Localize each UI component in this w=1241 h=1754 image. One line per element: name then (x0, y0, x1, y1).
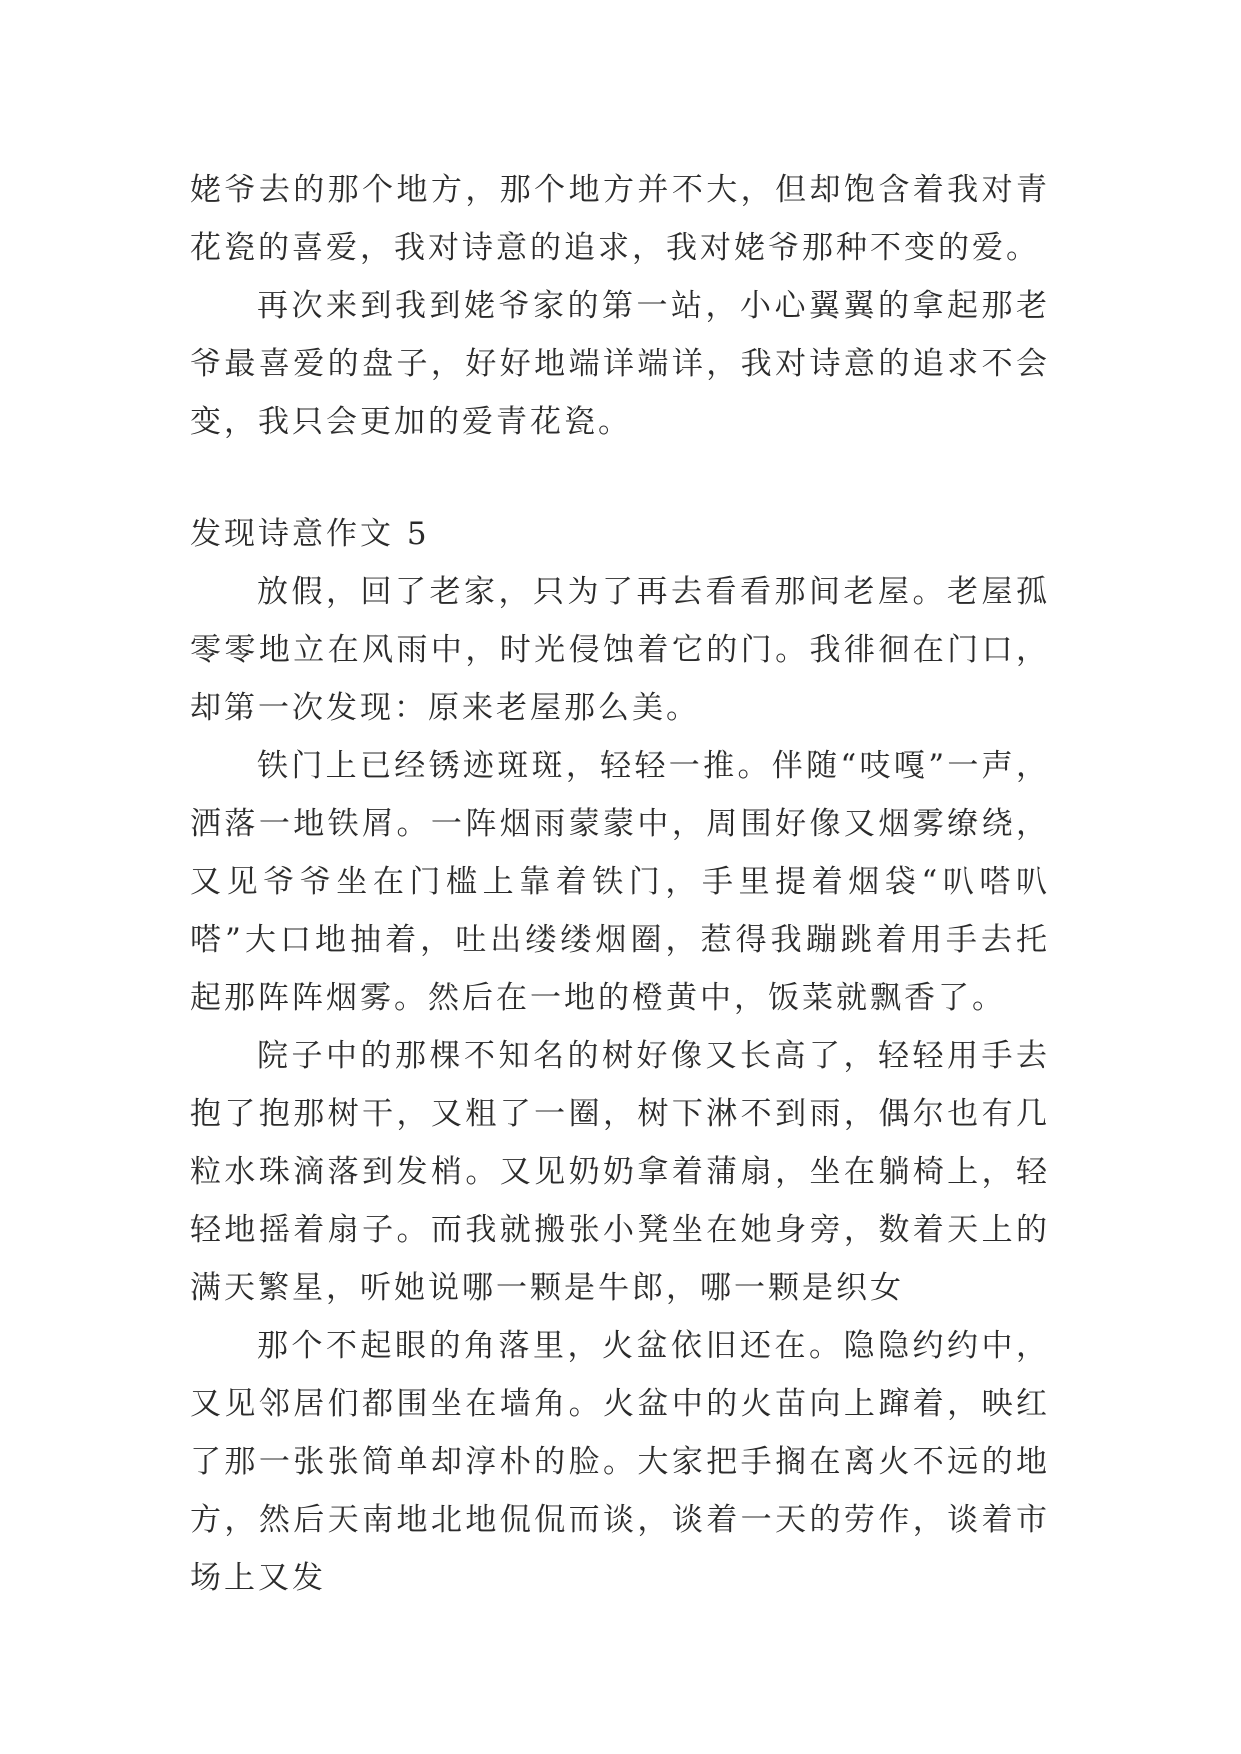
previous-essay-ending (190, 161, 1050, 451)
essay-section (190, 505, 1050, 1607)
paragraph: 铁门上已经锈迹斑斑，轻轻一推。伴随“吱嘎”一声，洒落一地铁屑。一阵烟雨蒙蒙中，周围好像又烟雾缭绕，又见爷爷坐在门槛上靠着铁门，手里提着烟袋“叭嗒叭嗒”大口地抽着，吐出缕缕烟圈，惹得我蹦跳着用手去托起那阵阵烟雾。然后在一地的橙黄中，饭菜就飘香了。 (190, 748, 1050, 1016)
paragraph: 放假，回了老家，只为了再去看看那间老屋。老屋孤零零地立在风雨中，时光侵蚀着它的门。我徘徊在门口，却第一次发现：原来老屋那么美。 (190, 574, 1050, 726)
paragraph: 姥爷去的那个地方，那个地方并不大，但却饱含着我对青花瓷的喜爱，我对诗意的追求，我对姥爷那种不变的爱。 (190, 172, 1050, 266)
essay-title: 发现诗意作文 5 (190, 516, 430, 552)
paragraph: 再次来到我到姥爷家的第一站，小心翼翼的拿起那老爷最喜爱的盘子，好好地端详端详，我对诗意的追求不会变，我只会更加的爱青花瓷。 (190, 288, 1050, 440)
paragraph: 那个不起眼的角落里，火盆依旧还在。隐隐约约中，又见邻居们都围坐在墙角。火盆中的火苗向上蹿着，映红了那一张张简单却淳朴的脸。大家把手搁在离火不远的地方，然后天南地北地侃侃而谈，谈着一天的劳作，谈着市场上又发 (190, 1328, 1050, 1596)
paragraph: 院子中的那棵不知名的树好像又长高了，轻轻用手去抱了抱那树干，又粗了一圈，树下淋不到雨，偶尔也有几粒水珠滴落到发梢。又见奶奶拿着蒲扇，坐在躺椅上，轻轻地摇着扇子。而我就搬张小凳坐在她身旁，数着天上的满天繁星，听她说哪一颗是牛郎，哪一颗是织女 (190, 1038, 1050, 1306)
